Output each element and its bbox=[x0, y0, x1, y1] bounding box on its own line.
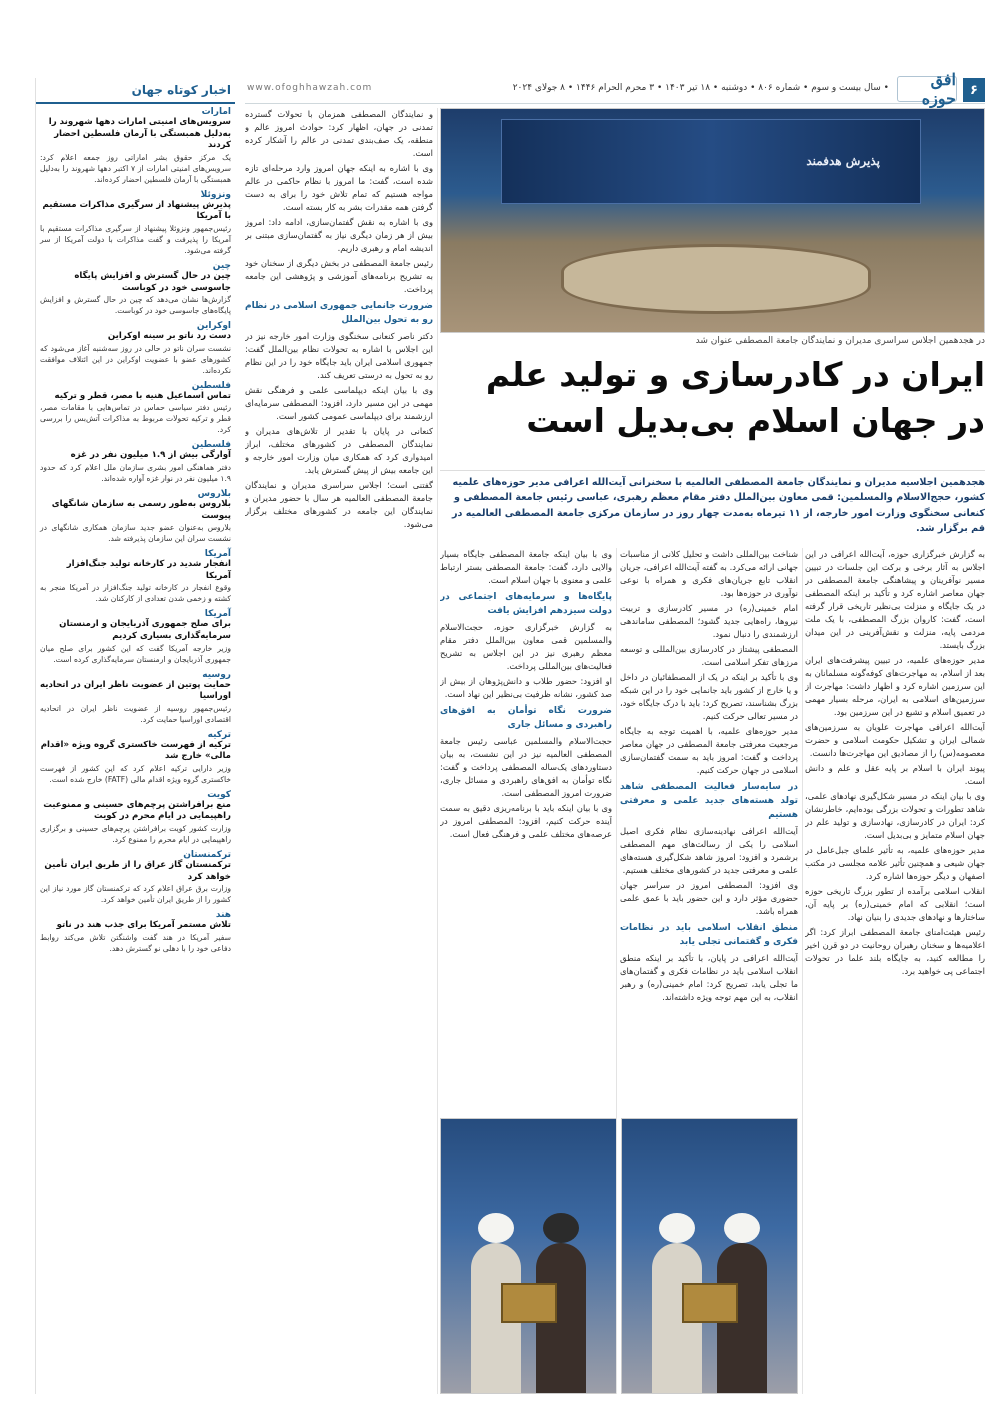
news-item bbox=[36, 847, 235, 907]
news-country: ترکیه bbox=[207, 729, 231, 740]
article-column-3 bbox=[440, 548, 612, 1114]
news-item bbox=[36, 378, 235, 438]
paragraph: مدیر حوزه‌های علمیه، در تبیین پیشرفت‌های ایران بعد از اسلام، به مهاجرت‌های کوفه‌گونه مسلمانان به این سرزمین اشاره کرد و اظهار داشت: مهاجرت از سرزمین‌های اسلامی به ایران، مرحله بسیار مهمی در تعمیق اسلام و تشیع در این سرزمین بود. bbox=[805, 655, 985, 718]
news-item bbox=[36, 606, 235, 666]
news-body: رئیس دفتر سیاسی حماس در تماس‌هایی با مقامات مصر، قطر و ترکیه تحولات مربوط به مذاکرات آتش‌بس را بررسی کرد. bbox=[40, 403, 231, 435]
turban-shape bbox=[659, 1213, 695, 1243]
news-country: بلاروس bbox=[197, 488, 231, 499]
news-body: رئیس‌جمهور ونزوئلا پیشنهاد از سرگیری مذاکرات مستقیم با آمریکا را پذیرفت و گفت مذاکرات با دولت آمریکا از سر گرفته می‌شود. bbox=[40, 223, 231, 255]
subheading: ضرورت جانمایی جمهوری اسلامی در نظام رو به تحول بین‌الملل bbox=[245, 301, 433, 326]
news-title: منع برافراشتن پرچم‌های حسینی و ممنوعیت راهپیمایی در ایام محرم در کویت bbox=[43, 799, 231, 822]
paragraph: رئیس هیئت‌امنای جامعة المصطفی ابراز کرد: اگر اعلامیه‌ها و سخنان رهبران روحانیت در دو قرن اخیر را مطالعه کنید، به جایگاه بلند علما در تحولات اجتماعی پی خواهید برد. bbox=[805, 927, 985, 977]
news-item bbox=[36, 104, 235, 187]
news-country: ترکمنستان bbox=[183, 850, 231, 861]
plaque bbox=[682, 1283, 738, 1323]
award-photo-2 bbox=[440, 1118, 617, 1394]
news-item bbox=[36, 437, 235, 486]
news-title: بلاروس به‌طور رسمی به سازمان شانگهای پیوست bbox=[51, 498, 231, 521]
paragraph: دکتر ناصر کنعانی سخنگوی وزارت امور خارجه نیز در این اجلاس با اشاره به تحولات نظام بین‌الملل گفت: جمهوری اسلامی ایران باید جایگاه خود را در این نظام رو به تحول به درستی تعریف کند. bbox=[245, 331, 433, 381]
news-country: چین bbox=[212, 260, 231, 271]
news-heading: اخبار کوتاه جهان bbox=[36, 78, 235, 104]
newspaper-logo: افق حوزه bbox=[897, 76, 957, 102]
news-item bbox=[36, 187, 235, 258]
news-title: تلاش مستمر آمریکا برای جذب هند در ناتو bbox=[56, 920, 231, 931]
news-item bbox=[36, 907, 235, 956]
news-country: اوکراین bbox=[196, 321, 231, 332]
news-item bbox=[36, 258, 235, 318]
news-title: آوارگی بیش از ۱.۹ میلیون نفر در غزه bbox=[70, 450, 231, 461]
paragraph: کنعانی در پایان با تقدیر از تلاش‌های مدیران و نمایندگان المصطفی در کشورهای مختلف، ابراز امیدواری کرد که همکاری میان وزارت امور خارجه و این جامعه بیش از پیش گسترش یابد. bbox=[245, 426, 433, 476]
news-country: کویت bbox=[207, 789, 231, 800]
news-title: سرویس‌های امنیتی امارات دهها شهروند را به‌دلیل همبستگی با آرمان فلسطین احضار کردند bbox=[48, 117, 231, 151]
paragraph: مدیر حوزه‌های علمیه، با اهمیت توجه به جایگاه مرجعیت معرفتی جامعة المصطفی در جهان معاصر پرداخت و گفت: امروز باید به سمت گفتمان‌سازی اسلامی در جهان حرکت کنیم. bbox=[620, 726, 798, 776]
news-body: گزارش‌ها نشان می‌دهد که چین در حال گسترش و افزایش پایگاه‌های جاسوسی خود در کوباست. bbox=[40, 295, 231, 316]
subheading: در سایه‌سار فعالیت المصطفی شاهد تولد هسته‌های جدید علمی و معرفتی هستیم bbox=[620, 782, 798, 821]
news-item bbox=[36, 727, 235, 787]
banner-text: پذیرش هدفمند bbox=[806, 154, 880, 168]
paragraph: وی با اشاره به اینکه جهان امروز وارد مرحله‌ای تازه شده است، گفت: ما امروز با نظام حاکمی در عالم مواجه هستیم که تمام تلاش خود را برای به دست گرفتن همه مقدرات بشر به کار بسته است. bbox=[245, 163, 433, 213]
news-title: برای صلح جمهوری آذربایجان و ارمنستان سرمایه‌گذاری بسیاری کردیم bbox=[59, 619, 231, 641]
news-body: نشست سران ناتو در حالی در روز سه‌شنبه آغاز می‌شود که کشورهای عضو با عضویت اوکراین در این ائتلاف موافقت نکرده‌اند. bbox=[40, 343, 231, 375]
paragraph: وی با بیان اینکه باید با برنامه‌ریزی دقیق به سمت آینده حرکت کنیم، افزود: المصطفی امروز در عرصه‌های مختلف علمی و فرهنگی فعال است. bbox=[440, 802, 612, 839]
news-country: آمریکا bbox=[204, 549, 231, 560]
paragraph: المصطفی پیشتاز در کادرسازی بین‌المللی و توسعه مرزهای تفکر اسلامی است. bbox=[620, 644, 798, 668]
paragraph: انقلاب اسلامی برآمده از تطور بزرگ تاریخی حوزه است؛ انقلابی که امام خمینی(ره) بر پایه آن، ساختارها و نهادهای جدیدی را بنیان نهاد. bbox=[805, 886, 985, 923]
conference-banner bbox=[501, 119, 921, 204]
page-number: ۶ bbox=[963, 78, 985, 102]
news-item bbox=[36, 318, 235, 378]
news-country: روسیه bbox=[202, 669, 231, 680]
article-lead: هجدهمین اجلاسیه مدیران و نمایندگان جامعة المصطفی العالمیه با سخنرانی آیت‌الله اعرافی مدیر حوزه‌های علمیه کشور، حجج‌الاسلام والمسلمین: قمی معاون بین‌الملل دفتر مقام معظم رهبری، عباسی رئیس جامعة المصطفی و کنعانی سخنگوی وزارت امور خارجه، از ۱۱ تیرماه به‌مدت چهار روز در سازمان مرکزی جامعة المصطفی العالمیه در قم برگزار شد. bbox=[440, 470, 985, 536]
paragraph: رئیس جامعة المصطفی در بخش دیگری از سخنان خود به تشریح برنامه‌های آموزشی و پژوهشی این جامعه پرداخت. bbox=[245, 258, 433, 295]
issue-info: • سال بیست و سوم • شماره ۸۰۶ • دوشنبه • ۱۸ تیر ۱۴۰۳ • ۳ محرم الحرام ۱۴۴۶ • ۸ جولای ۲۰۲۴ bbox=[512, 83, 889, 93]
news-title: دست رد ناتو بر سینه اوکراین bbox=[107, 331, 231, 342]
conference-photo bbox=[440, 108, 985, 333]
award-photos bbox=[440, 1118, 798, 1394]
column-rule bbox=[437, 108, 438, 1394]
news-title: ترکمنستان گاز عراق را از طریق ایران تأمین خواهد کرد bbox=[44, 860, 231, 882]
world-news-column bbox=[35, 78, 235, 1394]
turban-shape bbox=[724, 1213, 760, 1243]
subheading: ضرورت نگاه توأمان به افق‌های راهبردی و مسائل جاری bbox=[440, 706, 612, 730]
news-body: بلاروس به‌عنوان عضو جدید سازمان همکاری شانگهای در نشست سران این سازمان پذیرفته شد. bbox=[40, 523, 231, 544]
subheading: منطق انقلاب اسلامی باید در نظامات فکری و گفتمانی تجلی یابد bbox=[620, 923, 798, 948]
news-item bbox=[36, 486, 235, 546]
column-rule bbox=[616, 548, 617, 1394]
paragraph: وی با بیان اینکه جامعة المصطفی جایگاه بسیار والایی دارد، گفت: جامعة المصطفی بستر ارتباط علمی و معنوی با جهان اسلام است. bbox=[440, 549, 612, 586]
news-body: وزیر خارجه آمریکا گفت که این کشور برای صلح میان جمهوری آذربایجان و ارمنستان سرمایه‌گذاری کرده است. bbox=[40, 643, 231, 664]
news-country: فلسطین bbox=[191, 440, 231, 451]
turban-shape bbox=[543, 1213, 579, 1243]
news-body: یک مرکز حقوق بشر اماراتی روز جمعه اعلام کرد: سرویس‌های امنیتی امارات از ۷ اکتبر دهها شهروند را به‌دلیل همبستگی با آرمان فلسطین احضار کرده‌اند. bbox=[40, 152, 231, 184]
paragraph: مدیر حوزه‌های علمیه، به تأثیر علمای جبل‌عامل در جهان شیعی و همچنین تأثیر علامه مجلسی در مکتب اصفهان و دیگر حوزه‌ها اشاره کرد. bbox=[805, 845, 985, 882]
news-item bbox=[36, 667, 235, 727]
paragraph: وی با اشاره به نقش گفتمان‌سازی، ادامه داد: امروز بیش از هر زمان دیگری نیاز به گفتمان‌سازی مبتنی بر اندیشه امام و رهبری داریم. bbox=[245, 217, 433, 254]
paragraph: او افزود: حضور طلاب و دانش‌پژوهان از بیش از صد کشور، نشانه ظرفیت بی‌نظیر این نهاد است. bbox=[440, 675, 612, 699]
column-rule bbox=[802, 548, 803, 1394]
paragraph: به گزارش خبرگزاری حوزه، آیت‌الله اعرافی در این اجلاس به آثار برخی و برکت این جلسات در تبیین مسیر نوآفرینان و پیشاهنگی جامعة المصطفی در جهان معاصر اشاره کرد و تأکید بر اینکه المصطفی در یک جایگاه و منزلت بی‌نظیر تاریخی قرار گرفته است، گفت: کاروان بزرگ المصطفی، با یک ملت مردمی پایه، منزلت و نقش‌آفرینی در این میدان بزرگ بایستد. bbox=[805, 549, 985, 651]
news-title: پذیرش پیشنهاد از سرگیری مذاکرات مستقیم با آمریکا bbox=[42, 199, 231, 222]
paragraph: حجت‌الاسلام والمسلمین عباسی رئیس جامعة المصطفی العالمیه نیز در این نشست، به بیان دستاوردهای یک‌ساله المصطفی پرداخت و گفت: نگاه توأمان به افق‌های راهبردی و مسائل جاری، ضرورت امروز المصطفی است. bbox=[440, 735, 612, 798]
paragraph: پیوند ایران با اسلام بر پایه عقل و علم و دانش است. bbox=[805, 763, 985, 787]
news-title: تماس اسماعیل هنیه با مصر، قطر و ترکیه bbox=[54, 390, 231, 401]
news-body: رئیس‌جمهور روسیه از عضویت ناظر ایران در اتحادیه اقتصادی اوراسیا حمایت کرد. bbox=[40, 703, 231, 724]
news-country: فلسطین bbox=[191, 380, 231, 391]
paragraph: وی با تأکید بر اینکه در یک از المصطفائیان در داخل و یا خارج از کشور باید جانمایی خود را در این شبکه بزرگ بشناسند، تصریح کرد: باید با درک جایگاه خود، در مسیر تعالی حرکت کنیم. bbox=[620, 672, 798, 722]
news-country: آمریکا bbox=[204, 609, 231, 620]
news-body: دفتر هماهنگی امور بشری سازمان ملل اعلام کرد که حدود ۱.۹ میلیون نفر در نوار غزه آواره شده‌اند. bbox=[40, 462, 231, 483]
paragraph: امام خمینی(ره) در مسیر کادرسازی و تربیت نیروها، راه‌هایی جدید گشود؛ المصطفی ساماندهی ارزشمندی را دنبال نمود. bbox=[620, 603, 798, 640]
paragraph: گفتنی است؛ اجلاس سراسری مدیران و نمایندگان جامعة المصطفی العالمیه هر سال با حضور مدیران و نمایندگان این جامعه در کشورهای مختلف برگزار می‌شود. bbox=[245, 480, 433, 530]
paragraph: وی با بیان اینکه دیپلماسی علمی و فرهنگی نقش مهمی در این مسیر دارد، افزود: المصطفی سرمایه‌ای ارزشمند برای دیپلماسی عمومی کشور است. bbox=[245, 385, 433, 422]
subheading: پایگاه‌ها و سرمایه‌های اجتماعی در دولت سیزدهم افزایش یافت bbox=[440, 592, 612, 616]
news-body: وزیر دارایی ترکیه اعلام کرد که این کشور از فهرست خاکستری گروه ویژه اقدام مالی (FATF) خارج شده است. bbox=[40, 763, 231, 784]
news-title: انفجار شدید در کارخانه تولید جنگ‌افزار آمریکا bbox=[66, 559, 231, 581]
news-title: ترکیه از فهرست خاکستری گروه ویژه «اقدام مالی» خارج شد bbox=[40, 739, 231, 762]
article-headline: ایران در کادرسازی و تولید علم در جهان اسلام بی‌بدیل است bbox=[485, 355, 985, 440]
news-country: ونزوئلا bbox=[200, 189, 231, 200]
paragraph: آیت‌الله اعرافی مهاجرت علویان به سرزمین‌های شمالی ایران و تشکیل حکومت اسلامی و حضرت معصومه(س) را از مصادیق این مهاجرت‌ها دانست. bbox=[805, 722, 985, 759]
turban-shape bbox=[478, 1213, 514, 1243]
paragraph: آیت‌الله اعرافی در پایان، با تأکید بر اینکه منطق انقلاب اسلامی باید در نظامات فکری و گفتمان‌های ما تجلی یابد، تصریح کرد: امام خمینی(ره) و رهبر انقلاب، به این مهم توجه ویژه داشته‌اند. bbox=[620, 953, 798, 1003]
article-column-1 bbox=[805, 548, 985, 1394]
paragraph: آیت‌الله اعرافی نهادینه‌سازی نظام فکری اصیل اسلامی را یکی از رسالت‌های مهم المصطفی برشمرد و افزود: امروز شاهد شکل‌گیری هسته‌های علمی و معرفتی جدید در کشورهای مختلف هستیم. bbox=[620, 826, 798, 876]
website-link[interactable]: www.ofoghhawzah.com bbox=[247, 83, 373, 93]
news-body: وزارت کشور کویت برافراشتن پرچم‌های حسینی و برگزاری راهپیمایی در ایام محرم را ممنوع کرد. bbox=[40, 824, 231, 845]
article-column-4 bbox=[245, 108, 433, 1394]
news-title: حمایت پوتین از عضویت ناظر ایران در اتحادیه اوراسیا bbox=[40, 679, 231, 702]
news-list bbox=[36, 104, 235, 956]
news-item bbox=[36, 787, 235, 847]
news-body: وزارت برق عراق اعلام کرد که ترکمنستان گاز مورد نیاز این کشور را از طریق ایران تأمین خواهد کرد. bbox=[40, 884, 231, 905]
page-header bbox=[245, 70, 985, 108]
news-title: چین در حال گسترش و افزایش پایگاه جاسوسی خود در کوباست bbox=[74, 270, 231, 293]
news-body: وقوع انفجار در کارخانه تولید جنگ‌افزار در آمریکا منجر به کشته و زخمی شدن تعدادی از کارکنان شد. bbox=[40, 583, 231, 604]
paragraph: و نمایندگان المصطفی همزمان با تحولات گسترده تمدنی در جهان، اظهار کرد: حوادث امروز عالم و منطقه، یک صف‌بندی تمدنی در عالم را آشکار کرده است. bbox=[245, 109, 433, 159]
paragraph: وی افزود: المصطفی امروز در سراسر جهان حضوری مؤثر دارد و این حضور باید با عمق علمی همراه باشد. bbox=[620, 880, 798, 917]
news-body: سفیر آمریکا در هند گفت واشنگتن تلاش می‌کند روابط دفاعی خود را با دهلی نو گسترش دهد. bbox=[40, 932, 231, 953]
news-country: هند bbox=[215, 910, 231, 921]
award-photo-1 bbox=[621, 1118, 798, 1394]
paragraph: به گزارش خبرگزاری حوزه، حجت‌الاسلام والمسلمین قمی معاون بین‌الملل دفتر مقام معظم رهبری نیز در این اجلاس به تشریح فعالیت‌های بین‌المللی پرداخت. bbox=[440, 621, 612, 671]
paragraph: وی با بیان اینکه در مسیر شکل‌گیری نهادهای علمی، شاهد تطورات و تحولات بزرگی بوده‌ایم، خاطرنشان کرد: ایران در کادرسازی، نهادسازی و تولید علم در جهان اسلام متمایز و بی‌بدیل است. bbox=[805, 791, 985, 841]
conference-table bbox=[561, 244, 871, 314]
paragraph: شناخت بین‌المللی داشت و تحلیل کلانی از مناسبات جهانی ارائه می‌کرد. به گفته آیت‌الله اعرافی، جریان انقلاب تابع جریان‌های فکری و همراه با نوعی نوآوری در حوزه‌ها بود. bbox=[620, 549, 798, 599]
plaque bbox=[501, 1283, 557, 1323]
news-country: امارات bbox=[201, 107, 231, 117]
news-item bbox=[36, 546, 235, 606]
photo-caption: در هجدهمین اجلاس سراسری مدیران و نمایندگان جامعة المصطفی عنوان شد bbox=[695, 336, 985, 346]
